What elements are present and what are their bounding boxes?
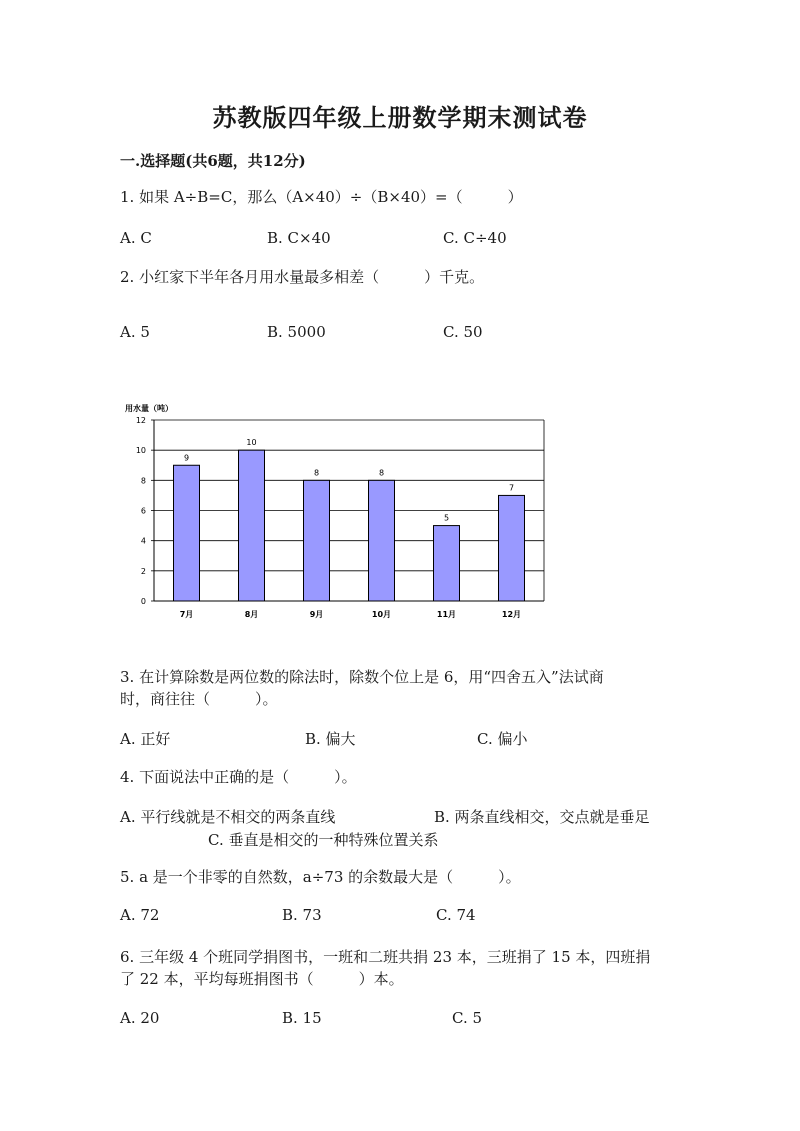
question-4-stem: 4. 下面说法中正确的是（ ）。: [120, 768, 357, 786]
chart-y-tick-label: 2: [140, 566, 146, 576]
chart-y-tick-label: 0: [140, 597, 146, 606]
chart-x-tick-label: 7月: [179, 610, 194, 619]
chart-y-tick-label: 12: [135, 416, 146, 425]
question-3-option-c[interactable]: C. 偏小: [477, 730, 528, 748]
chart-ylabel: 用水量（吨）: [125, 404, 173, 413]
section-heading: 一.选择题(共6题，共12分): [120, 152, 306, 170]
question-6-option-b[interactable]: B. 15: [282, 1009, 322, 1027]
question-6-option-c[interactable]: C. 5: [452, 1009, 483, 1027]
chart-x-tick-label: 12月: [501, 610, 522, 619]
question-1-option-c[interactable]: C. C÷40: [443, 229, 507, 247]
chart-bar-value-label: 7: [508, 483, 515, 493]
question-1-stem: 1. 如果 A÷B=C，那么（A×40）÷（B×40）=（ ）: [120, 188, 523, 206]
chart-bar-value-label: 8: [378, 468, 385, 478]
question-6-stem-line2: 了 22 本，平均每班捐图书（ ）本。: [120, 970, 404, 988]
question-5-stem: 5. a 是一个非零的自然数，a÷73 的余数最大是（ ）。: [120, 868, 521, 886]
question-5-option-b[interactable]: B. 73: [282, 906, 322, 924]
chart-bar-value-label: 9: [183, 453, 190, 463]
water-usage-chart: [118, 398, 558, 630]
chart-x-tick-label: 8月: [244, 610, 259, 619]
chart-bar: [239, 450, 265, 601]
chart-bar: [434, 526, 460, 601]
chart-bar-value-label: 10: [246, 438, 257, 448]
chart-x-tick-label: 11月: [436, 610, 457, 619]
chart-bar: [499, 495, 525, 601]
question-4-option-a[interactable]: A. 平行线就是不相交的两条直线: [120, 808, 336, 826]
chart-bar-value-label: 8: [313, 468, 320, 478]
chart-y-tick-label: 6: [140, 506, 146, 516]
question-3-stem-line1: 3. 在计算除数是两位数的除法时，除数个位上是 6，用“四舍五入”法试商: [120, 668, 604, 686]
chart-bar: [174, 465, 200, 601]
question-1-option-a[interactable]: A. C: [120, 229, 152, 247]
question-1-option-b[interactable]: B. C×40: [267, 229, 331, 247]
chart-x-tick-label: 10月: [371, 610, 392, 619]
question-3-stem-line2: 时，商往往（ ）。: [120, 690, 278, 708]
question-3-option-a[interactable]: A. 正好: [120, 730, 171, 748]
question-6-option-a[interactable]: A. 20: [120, 1009, 160, 1027]
chart-y-tick-label: 8: [140, 476, 146, 486]
question-5-option-a[interactable]: A. 72: [120, 906, 160, 924]
chart-bar: [369, 480, 395, 601]
chart-bar-value-label: 5: [443, 513, 450, 523]
question-3-option-b[interactable]: B. 偏大: [305, 730, 356, 748]
chart-y-tick-label: 10: [135, 446, 146, 456]
chart-bar: [304, 480, 330, 601]
question-4-option-c[interactable]: C. 垂直是相交的一种特殊位置关系: [208, 831, 439, 849]
question-2-stem: 2. 小红家下半年各月用水量最多相差（ ）千克。: [120, 268, 485, 286]
question-2-option-b[interactable]: B. 5000: [267, 323, 326, 341]
question-2-option-a[interactable]: A. 5: [120, 323, 150, 341]
question-4-option-b[interactable]: B. 两条直线相交，交点就是垂足: [434, 808, 650, 826]
chart-x-tick-label: 9月: [309, 610, 324, 619]
question-5-option-c[interactable]: C. 74: [436, 906, 476, 924]
chart-y-tick-label: 4: [140, 536, 146, 546]
page-title: 苏教版四年级上册数学期末测试卷: [212, 103, 588, 132]
question-2-option-c[interactable]: C. 50: [443, 323, 483, 341]
question-6-stem-line1: 6. 三年级 4 个班同学捐图书，一班和二班共捐 23 本，三班捐了 15 本，四班捐: [120, 948, 651, 966]
